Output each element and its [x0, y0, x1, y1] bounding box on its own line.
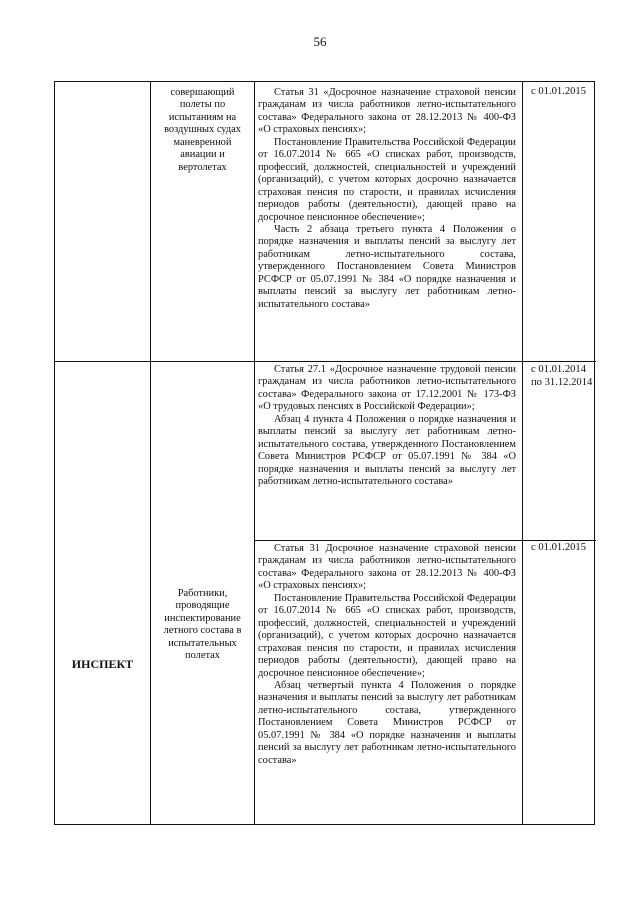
row-1-period	[523, 86, 596, 99]
column-divider	[150, 82, 151, 824]
law-paragraph: Часть 2 абзаца третьего пункта 4 Положения о порядке назначения и выплаты пенсий за выслугу лет работникам летно-испытательного состава, утвержденного Постановлением Совета Министров РСФСР от 05.07.1991 № 384 «О порядке назначения и выплаты пенсий за выслугу лет работникам летно-испытательного состава»	[258, 223, 516, 310]
row-1-position	[151, 87, 254, 174]
pension-table	[54, 81, 595, 825]
row-2-law-text-b	[258, 543, 516, 767]
row-1-law-text	[258, 87, 516, 311]
law-paragraph: Статья 31 Досрочное назначение страховой пенсии гражданам из числа работников летно-испытательного состава» Федерального закона от 28.12.2013 № 400-ФЗ «О страховых пенсиях»;	[258, 543, 516, 592]
row-1-code-cell	[55, 82, 150, 361]
row-2-code: ИНСПЕКТ	[71, 657, 134, 671]
period-from: с 01.01.2014	[531, 364, 587, 375]
period-to: по 31.12.2014	[531, 376, 593, 388]
law-paragraph: Статья 31 «Досрочное назначение страховой пенсии гражданам из числа работников летно-испытательного состава» Федерального закона от 28.12.2013 № 400-ФЗ «О страховых пенсиях»;	[258, 87, 516, 136]
column-divider	[254, 82, 255, 824]
period-from: с 01.01.2015	[531, 86, 587, 97]
law-paragraph: Абзац 4 пункта 4 Положения о порядке назначения и выплаты пенсий за выслугу лет работникам летно-испытательного состава, утвержденного Постановлением Совета Министров РСФСР от 05.07.1991 № 384 «О порядке назначения и выплаты пенсий за выслугу лет работникам летно-испытательного состава»	[258, 413, 516, 488]
row-2-code-cell	[55, 362, 150, 826]
row-2-position	[151, 588, 254, 663]
row-2-period-b	[523, 542, 596, 555]
law-paragraph: Постановление Правительства Российской Федерации от 16.07.2014 № 665 «О списках работ, производств, профессий, должностей, специальностей и учреждений (организаций), с учетом которых досрочно назначается страховая пенсия по старости, и правилах исчисления периодов работы (деятельности), дающей право на досрочное пенсионное обеспечение»;	[258, 136, 516, 223]
column-divider	[522, 82, 523, 824]
law-paragraph: Абзац четвертый пункта 4 Положения о порядке назначения и выплаты пенсий за выслугу лет работникам летно-испытательного состава, утвержденного Постановлением Совета Министров РСФСР от 05.07.1991 № 384 «О порядке назначения и выплаты пенсий за выслугу лет работникам летно-испытательного состава»	[258, 679, 516, 766]
page-number: 56	[313, 34, 327, 49]
row-1-position-text: совершающий полеты по испытаниям на воздушных судах маневренной авиации и вертолетах	[164, 87, 241, 173]
row-2-period-a	[523, 364, 596, 389]
law-paragraph: Статья 27.1 «Досрочное назначение трудовой пенсии гражданам из числа работников летно-испытательного состава» Федерального закона от 17.12.2001 № 173-ФЗ «О трудовых пенсиях в Российской Федерации»;	[258, 364, 516, 413]
row-divider	[254, 540, 596, 541]
row-2-law-text-a	[258, 364, 516, 489]
period-from: с 01.01.2015	[531, 542, 587, 553]
row-2-position-text: Работники, проводящие инспектирование летного состава в испытательных полетах	[163, 588, 242, 662]
law-paragraph: Постановление Правительства Российской Федерации от 16.07.2014 № 665 «О списках работ, производств, профессий, должностей, специальностей и учреждений (организаций), с учетом которых досрочно назначается страховая пенсия по старости, и правилах исчисления периодов работы (деятельности), дающей право на досрочное пенсионное обеспечение»;	[258, 592, 516, 679]
